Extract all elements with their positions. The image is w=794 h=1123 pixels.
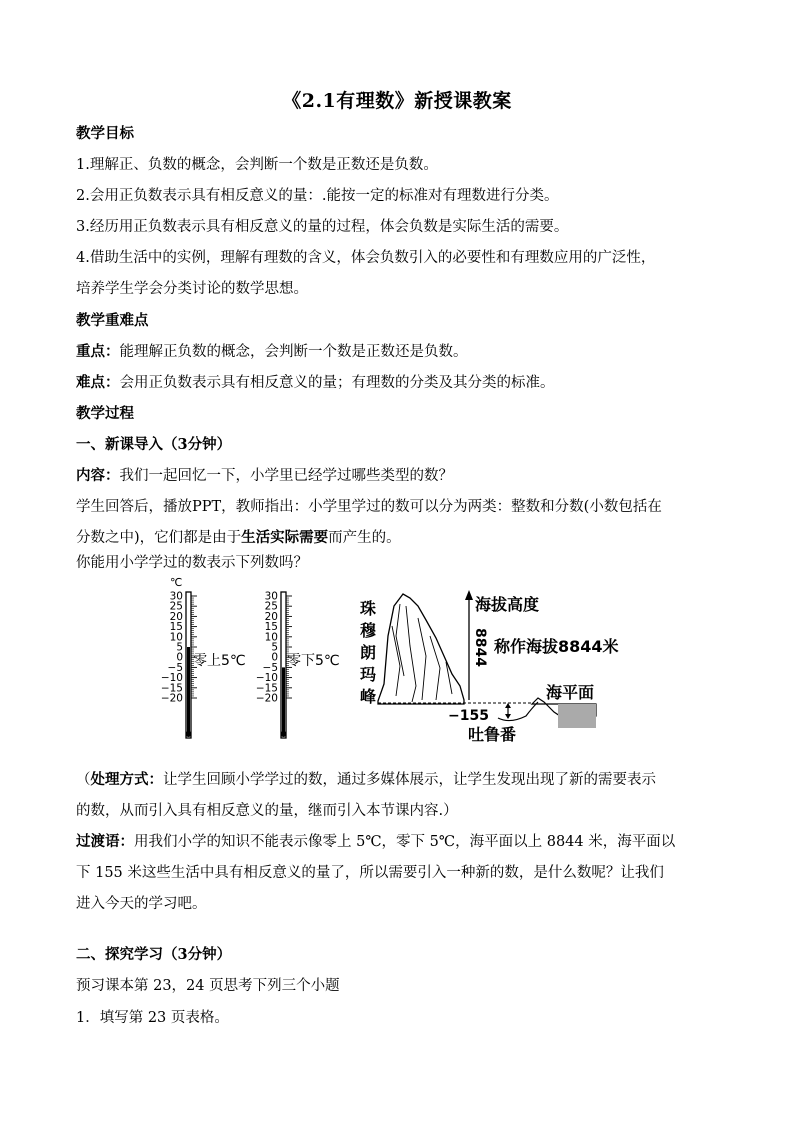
thermo-unit-label: ℃ — [170, 576, 183, 589]
sea-water — [558, 704, 596, 728]
thermo-tick-label: 20 — [169, 610, 183, 623]
document-title: 《2.1有理数》新授课教案 — [282, 90, 512, 112]
thermo-tick-label: −20 — [255, 692, 278, 705]
thermo-tick-label: 0 — [271, 651, 278, 664]
section2-heading: 二、探究学习（3分钟） — [76, 946, 232, 963]
process-heading: 教学过程 — [76, 405, 134, 422]
content-label: 内容： — [76, 467, 120, 484]
thermometer-bulb — [281, 731, 287, 737]
objective-item: 4.借助生活中的实例，理解有理数的含义，体会负数引入的必要性和有理数应用的广泛性， — [76, 250, 656, 266]
content-text: 我们一起回忆一下，小学里已经学过哪些类型的数？ — [119, 468, 453, 484]
thermo-tick-label: 10 — [264, 631, 278, 644]
basin-outline — [498, 702, 538, 721]
thermo-tick-label: 15 — [169, 621, 183, 634]
paragraph-text: 分数之中)，它们都是由于 — [76, 530, 242, 546]
thermo-tick-label: 20 — [264, 610, 278, 623]
transition-line — [76, 832, 726, 852]
arrow-head — [505, 714, 511, 719]
thermometer-mercury — [282, 667, 285, 736]
thermo-tick-label: −15 — [160, 682, 183, 695]
handling-line: 的数，从而引入具有相反意义的量，继而引入本节课内容.） — [76, 803, 458, 819]
preview-line: 预习课本第 23，24 页思考下列三个小题 — [76, 978, 340, 994]
objective-item: 1.理解正、负数的概念，会判断一个数是正数还是负数。 — [76, 157, 438, 173]
task-item: 1．填写第 23 页表格。 — [76, 1010, 229, 1026]
turpan-label: 吐鲁番 — [468, 725, 517, 744]
thermo-tick-label: −5 — [167, 661, 183, 674]
altitude-text: 称作海拔8844米 — [494, 637, 619, 656]
illustration — [160, 576, 619, 746]
mountain-char: 穆 — [360, 621, 377, 640]
objective-item: 2.会用正负数表示具有相反意义的量：.能按一定的标准对有理数进行分类。 — [76, 188, 559, 204]
thermo-tick-label: −10 — [160, 672, 183, 685]
key-points-heading: 教学重难点 — [76, 312, 149, 329]
sea-level-label: 海平面 — [546, 683, 595, 702]
thermo-tick-label: 10 — [169, 631, 183, 644]
thermo-tick-label: −20 — [160, 692, 183, 705]
objective-item: 培养学生学会分类讨论的数学思想。 — [76, 281, 308, 297]
thermometer-bulb — [186, 731, 192, 737]
thermo-tick-label: −5 — [262, 661, 278, 674]
illustration-svg — [160, 576, 619, 746]
paren-open: （ — [76, 772, 91, 788]
thermo-tick-label: 25 — [264, 600, 278, 613]
paragraph-text: 而产生的。 — [328, 530, 401, 546]
key-text: 能理解正负数的概念，会判断一个数是正数还是负数。 — [119, 344, 468, 360]
arrow-head — [505, 703, 511, 708]
content-line — [76, 466, 726, 486]
transition-line: 进入今天的学习吧。 — [76, 896, 207, 912]
thermo-tick-label: 15 — [264, 621, 278, 634]
thermo-tick-label: 5 — [271, 641, 278, 654]
difficult-point-line — [76, 373, 726, 393]
question-line: 你能用小学学过的数表示下列数吗？ — [76, 555, 308, 571]
difficult-text: 会用正负数表示具有相反意义的量；有理数的分类及其分类的标准。 — [119, 375, 555, 391]
thermo-tick-label: 25 — [169, 600, 183, 613]
thermo-tick-label: 30 — [264, 590, 278, 603]
thermo-tick-label: −15 — [255, 682, 278, 695]
handling-line — [76, 770, 726, 790]
key-point-line — [76, 342, 726, 362]
thermo-label-below: 零下5℃ — [287, 653, 340, 669]
emphasis-text: 生活实际需要 — [241, 529, 329, 546]
thermometer-mercury — [187, 647, 190, 736]
handling-label: 处理方式： — [90, 771, 163, 788]
transition-label: 过渡语： — [76, 833, 134, 850]
key-label: 重点： — [76, 343, 120, 360]
handling-text: 让学生回顾小学学过的数，通过多媒体展示，让学生发现出现了新的需要表示 — [163, 772, 656, 788]
section1-heading: 一、新课导入（3分钟） — [76, 436, 232, 453]
thermo-tick-label: −10 — [255, 672, 278, 685]
mountain-char: 峰 — [360, 687, 377, 706]
height-value: 8844 — [472, 628, 488, 667]
thermometer-right — [256, 591, 340, 739]
difficult-label: 难点： — [76, 374, 120, 391]
thermometer-left — [161, 576, 246, 738]
thermo-tick-label: 0 — [176, 651, 183, 664]
thermo-tick-label: 30 — [169, 590, 183, 603]
thermo-label-above: 零上5℃ — [193, 653, 246, 669]
transition-text: 用我们小学的知识不能表示像零上 5℃，零下 5℃，海平面以上 8844 米，海平面以 — [134, 834, 676, 850]
thermo-tick-label: 5 — [176, 641, 183, 654]
arrow-head — [465, 590, 473, 600]
altitude-label: 海拔高度 — [475, 595, 540, 614]
paragraph-line — [76, 528, 726, 548]
paragraph-line: 学生回答后，播放PPT，教师指出：小学里学过的数可以分为两类：整数和分数(小数包括在 — [76, 499, 662, 515]
mountain-diagram — [360, 590, 619, 744]
transition-line: 下 155 米这些生活中具有相反意义的量了，所以需要引入一种新的数，是什么数呢？让我们 — [76, 865, 664, 881]
depth-value: −155 — [448, 708, 489, 724]
objective-item: 3.经历用正负数表示具有相反意义的量的过程，体会负数是实际生活的需要。 — [76, 219, 569, 235]
mountain-char: 玛 — [360, 665, 377, 684]
mountain-char: 朗 — [360, 643, 377, 662]
mountain-char: 珠 — [360, 599, 377, 618]
objectives-heading: 教学目标 — [76, 125, 134, 142]
